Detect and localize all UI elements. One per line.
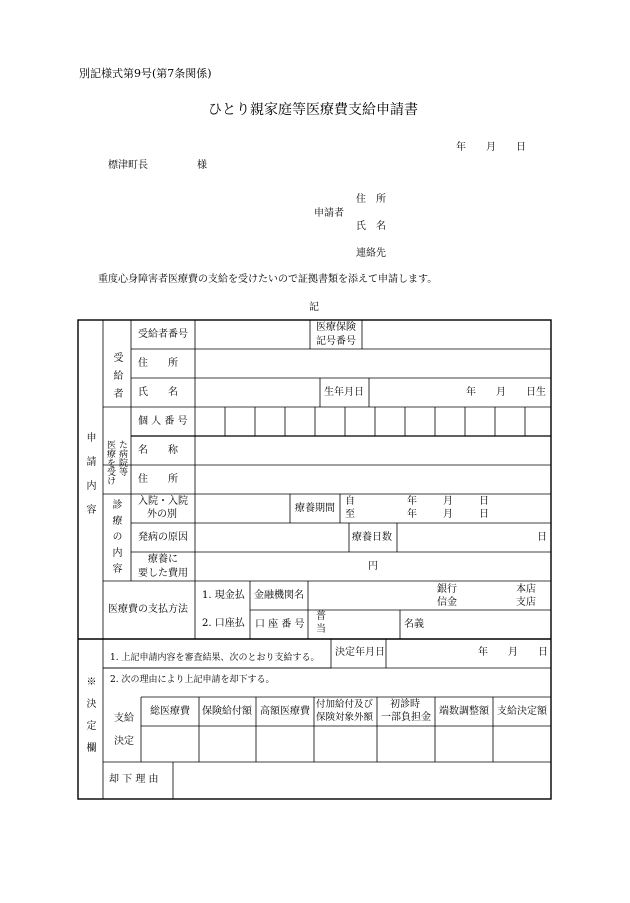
cost-label-2: 要した費用 (138, 568, 188, 579)
from-month: 月 (443, 496, 453, 507)
cost-label-1: 療養に (148, 554, 178, 565)
col-additional-1: 付加給付及び (316, 699, 374, 710)
account-label: 2. 口座払 (202, 618, 245, 629)
insurance-no-label-2: 記号番号 (316, 336, 356, 347)
insurance-no-label-1: 医療保険 (316, 322, 356, 333)
reject-reason-label: 却 下 理 由 (109, 774, 159, 785)
decision-year: 年 (478, 647, 488, 658)
days-unit: 日 (537, 532, 547, 543)
to-month: 月 (443, 509, 453, 520)
treatment-section-label: 診療の内容 (110, 499, 121, 579)
period-to-label: 至 (345, 509, 355, 520)
application-section-label: 申請内容 (84, 432, 95, 528)
hospital-label-1: た病院等 (117, 440, 127, 476)
from-day: 日 (479, 496, 489, 507)
form-number: 別記様式第9号(第7条関係) (79, 67, 212, 80)
col-total-medical: 総医療費 (150, 706, 190, 717)
pay-label-2: 決定 (114, 736, 134, 747)
decision-section-label: ※決定欄 (84, 676, 95, 764)
date-day-label: 日 (516, 142, 526, 153)
birth-year-label: 年 (466, 387, 476, 398)
bank-name-label: 金融機関名 (254, 590, 304, 601)
to-day: 日 (479, 509, 489, 520)
addressee: 標津町長 (108, 160, 148, 171)
col-initial-2: 一部負担金 (381, 712, 431, 723)
to-year: 年 (407, 509, 417, 520)
holder-label: 名義 (404, 619, 424, 630)
from-year: 年 (407, 496, 417, 507)
account-type-2: 当 (316, 624, 326, 635)
applicant-name-label: 氏 名 (356, 221, 386, 232)
bank-type-2: 信金 (437, 597, 457, 608)
recipient-name-label: 氏 名 (138, 387, 178, 398)
decision-date-label: 決定年月日 (335, 647, 385, 658)
form-title: ひとり親家庭等医療費支給申請書 (208, 102, 418, 118)
col-high-cost: 高額医療費 (260, 706, 310, 717)
account-number-label: 口 座 番 号 (255, 619, 305, 630)
decision-line-1: 1. 上記申請内容を審査結果、次のとおり支給する。 (110, 653, 320, 663)
recipient-address-label: 住 所 (138, 358, 178, 369)
decision-line-2: 2. 次の理由により上記申請を却下する。 (110, 675, 275, 685)
branch-type-1: 本店 (516, 584, 536, 595)
col-payment-decided: 支給決定額 (497, 706, 547, 717)
decision-day: 日 (538, 647, 548, 658)
hospital-label-2: 医療を受け (105, 440, 115, 485)
recipient-section-label: 受給者 (111, 352, 122, 406)
account-type-1: 普 (316, 611, 326, 622)
pay-label-1: 支給 (114, 713, 134, 724)
birth-month-label: 月 (496, 387, 506, 398)
birth-day-label: 日生 (526, 387, 546, 398)
individual-number-label: 個 人 番 号 (138, 416, 188, 427)
bank-type-1: 銀行 (437, 584, 457, 595)
application-statement: 重度心身障害者医療費の支給を受けたいので証拠書類を添えて申請します。 (98, 274, 438, 285)
col-rounding: 端数調整額 (439, 706, 489, 717)
days-label: 療養日数 (352, 532, 392, 543)
hospital-name-label: 名 称 (138, 445, 178, 456)
addressee-honorific: 様 (197, 160, 207, 171)
col-additional-2: 保険対象外額 (316, 712, 374, 723)
ki-label: 記 (309, 302, 319, 313)
date-year-label: 年 (456, 142, 466, 153)
pay-method-label: 医療費の支払方法 (108, 604, 188, 615)
branch-type-2: 支店 (516, 597, 536, 608)
decision-month: 月 (508, 647, 518, 658)
cash-label: 1. 現金払 (202, 590, 245, 601)
cause-label: 発病の原因 (138, 532, 188, 543)
col-insurance-paid: 保険給付額 (202, 706, 252, 717)
yen-unit: 円 (368, 561, 378, 572)
inout-label-2: 外の別 (147, 509, 177, 520)
col-initial-1: 初診時 (390, 699, 420, 710)
applicant-label: 申請者 (314, 208, 344, 219)
recipient-no-label: 受給者番号 (138, 329, 188, 340)
period-label: 療養期間 (295, 503, 335, 514)
birthdate-label: 生年月日 (324, 387, 364, 398)
applicant-address-label: 住 所 (356, 194, 386, 205)
period-from-label: 自 (345, 496, 355, 507)
date-month-label: 月 (486, 142, 496, 153)
inout-label-1: 入院・入院 (138, 496, 188, 507)
applicant-contact-label: 連絡先 (356, 248, 386, 259)
hospital-address-label: 住 所 (138, 474, 178, 485)
